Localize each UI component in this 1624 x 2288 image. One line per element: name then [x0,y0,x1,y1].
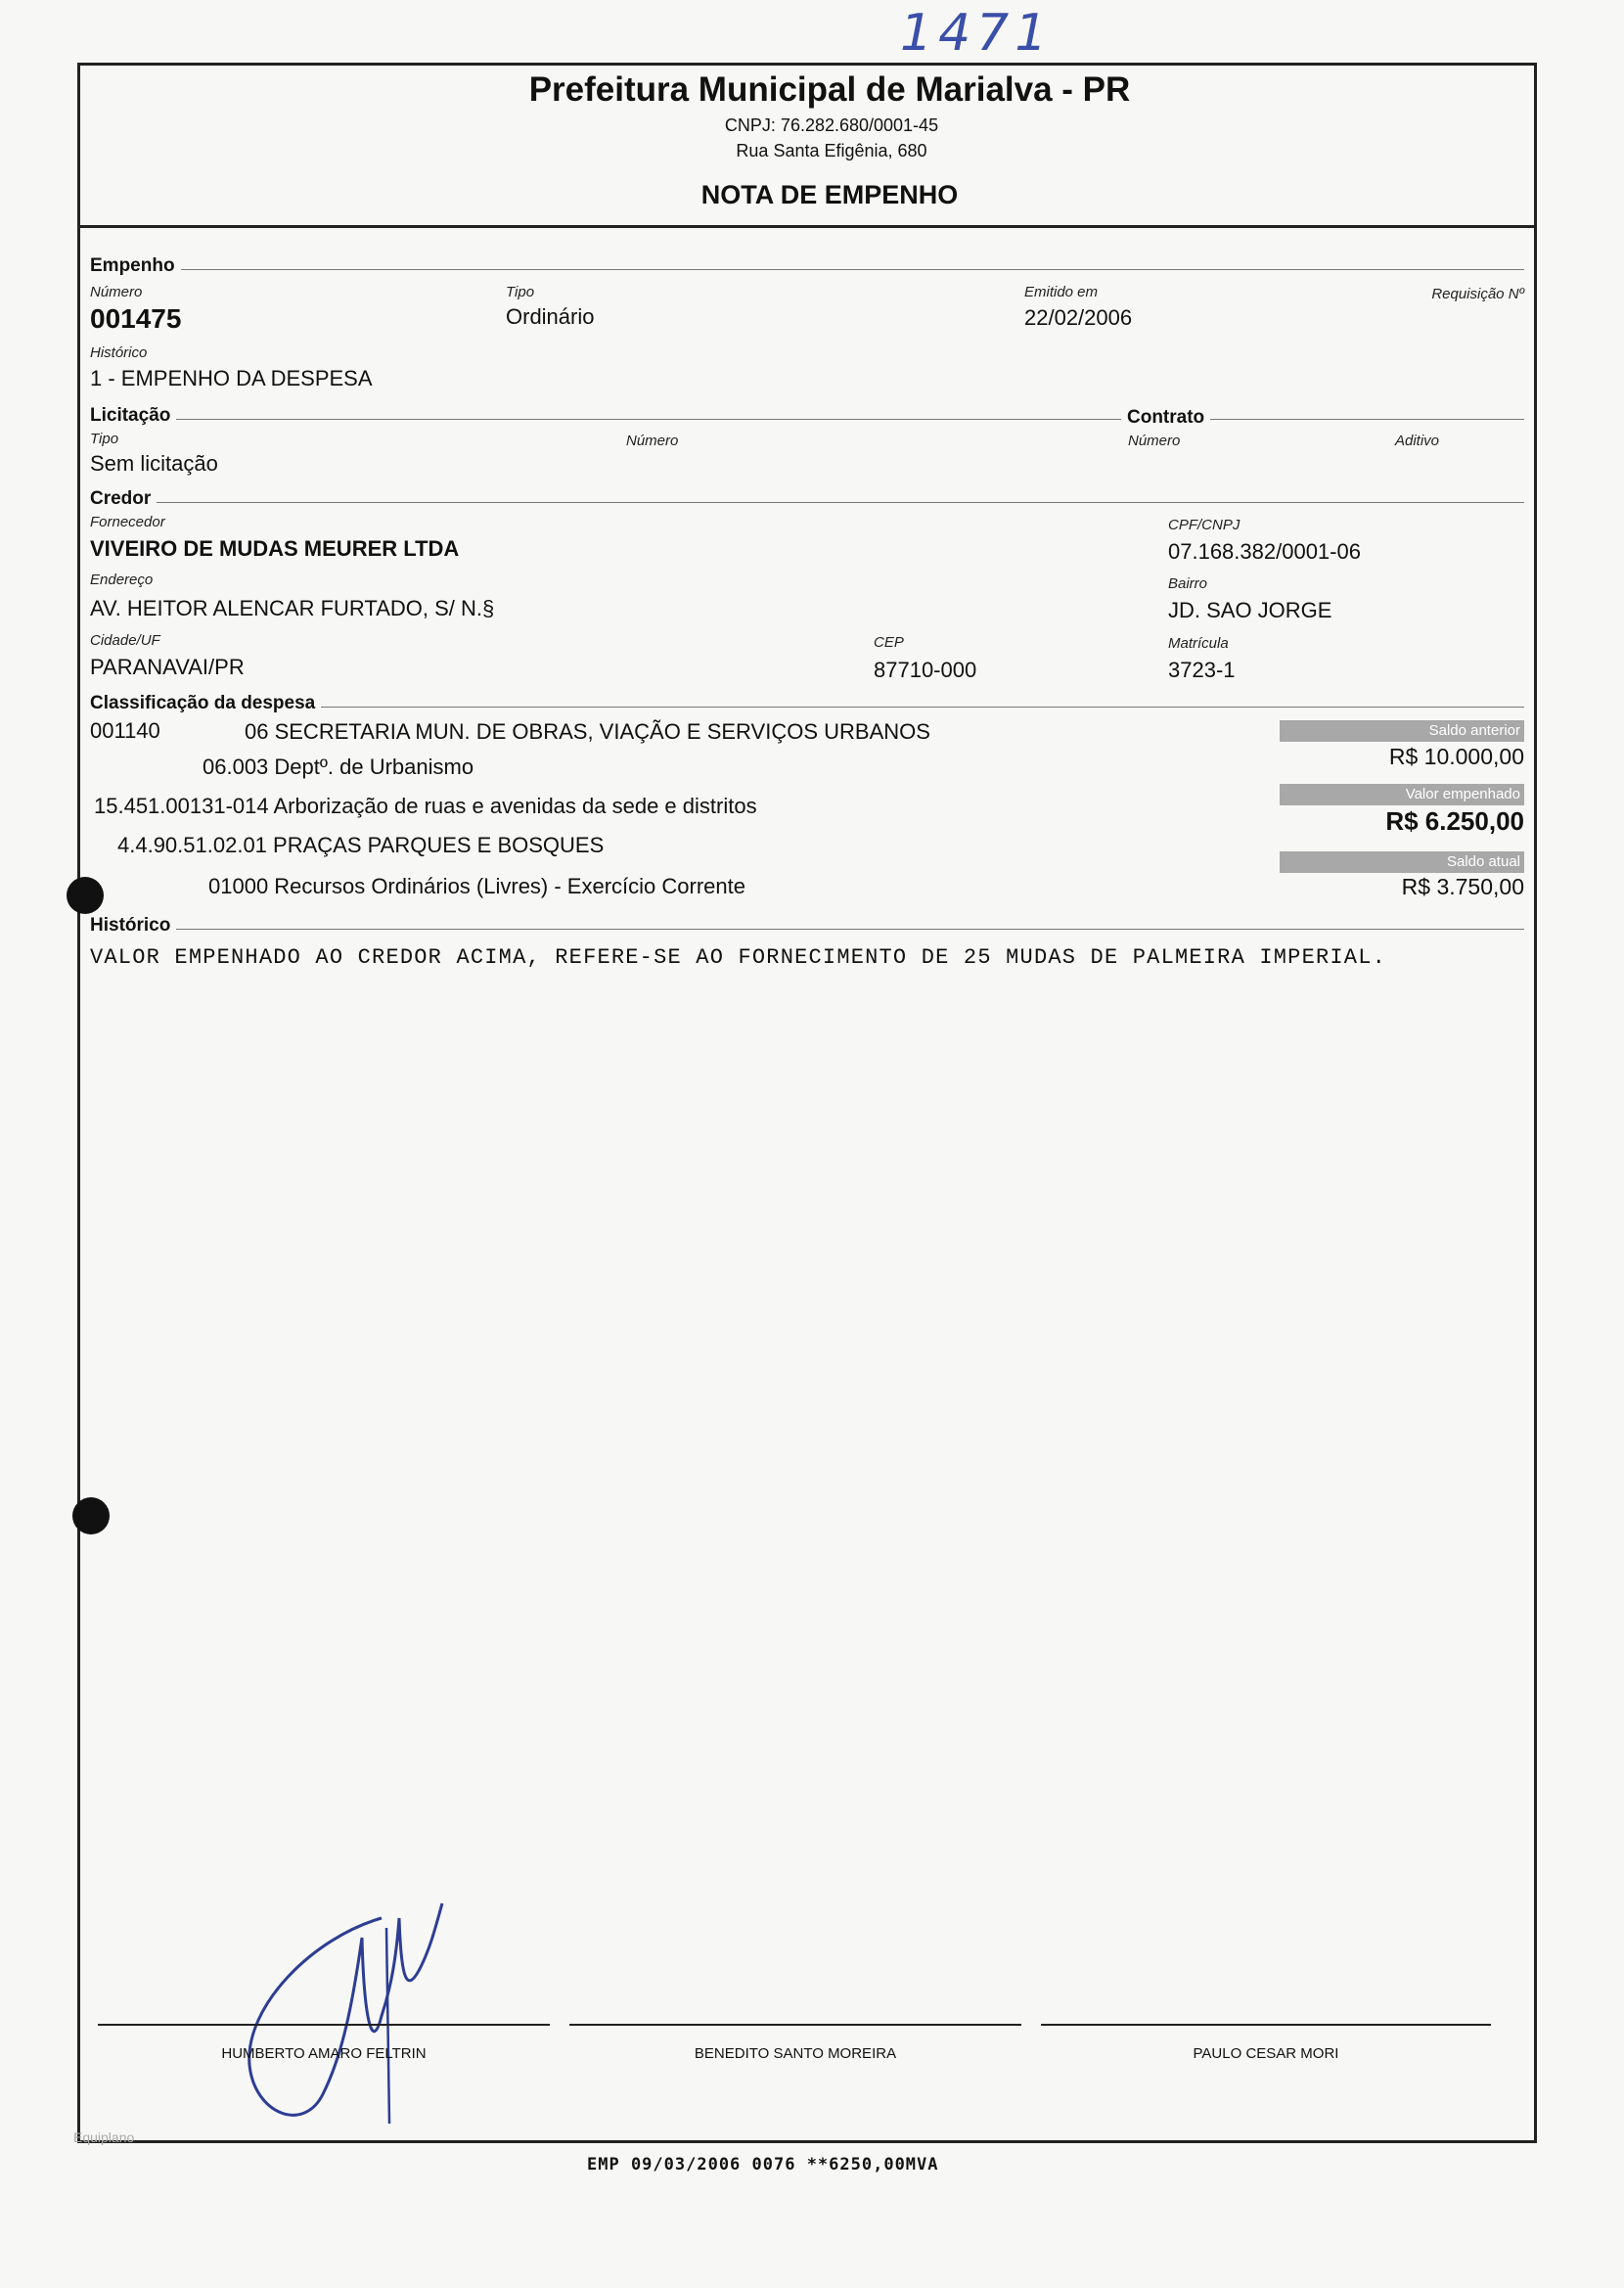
section-empenho: Empenho [90,255,181,277]
empenho-tipo: Ordinário [506,304,595,329]
cnpj-value: 07.168.382/0001-06 [1168,539,1361,564]
signature-line-1 [98,2024,550,2026]
empenho-historico: 1 - EMPENHO DA DESPESA [90,366,373,390]
licitacao-numero-label: Número [626,433,679,449]
section-classificacao: Classificação da despesa [90,693,321,714]
empenho-numero: 001475 [90,303,182,334]
endereco-label: Endereço [90,572,154,588]
signatory-2: BENEDITO SANTO MOREIRA [694,2045,897,2062]
bank-stamp: EMP 09/03/2006 0076 **6250,00MVA [587,2155,939,2174]
requisicao-label: Requisição Nº [1431,286,1524,302]
classificacao-departamento: 06.003 Deptº. de Urbanismo [203,755,474,779]
classificacao-elemento: 4.4.90.51.02.01 PRAÇAS PARQUES E BOSQUES [117,833,605,857]
cidade-label: Cidade/UF [90,632,160,649]
punch-hole-bottom [72,1497,110,1534]
bairro-label: Bairro [1168,575,1208,592]
valor-empenhado-label: Valor empenhado [1280,784,1524,805]
contrato-aditivo-label: Aditivo [1395,433,1440,449]
credor-rule [90,502,1524,503]
header-divider [77,225,1537,228]
classificacao-secretaria: 06 SECRETARIA MUN. DE OBRAS, VIAÇÃO E SERVIÇOS URBANOS [245,719,930,744]
cep-value: 87710-000 [874,658,977,682]
classificacao-code: 001140 [90,718,160,743]
matricula-label: Matrícula [1168,635,1229,652]
licitacao-tipo: Sem licitação [90,451,218,476]
page-number-handwritten: 1471 [900,4,1054,63]
contrato-numero-label: Número [1128,433,1181,449]
signatory-3: PAULO CESAR MORI [1193,2045,1339,2062]
fornecedor-name: VIVEIRO DE MUDAS MEURER LTDA [90,536,460,561]
licitacao-tipo-label: Tipo [90,431,119,447]
section-licitacao: Licitação [90,405,176,427]
document-title: NOTA DE EMPENHO [700,180,959,209]
saldo-atual-label: Saldo atual [1280,851,1524,873]
software-watermark: Equiplano [73,2129,135,2145]
header-cnpj: CNPJ: 76.282.680/0001-45 [724,115,939,135]
classificacao-programa: 15.451.00131-014 Arborização de ruas e avenidas da sede e distritos [94,794,757,818]
empenho-emitido-label: Emitido em [1024,284,1099,300]
saldo-anterior-value: R$ 10.000,00 [1388,744,1524,769]
empenho-historico-label: Histórico [90,344,148,361]
section-historico: Histórico [90,915,176,937]
empenho-numero-label: Número [90,284,143,300]
signature-line-3 [1041,2024,1491,2026]
section-contrato: Contrato [1121,407,1210,429]
historico-rule [90,929,1524,930]
empenho-emitido: 22/02/2006 [1024,305,1133,330]
signature-line-2 [569,2024,1021,2026]
empenho-tipo-label: Tipo [506,284,535,300]
saldo-atual-value: R$ 3.750,00 [1401,874,1524,899]
header-address: Rua Santa Efigênia, 680 [736,141,927,160]
historico-text: VALOR EMPENHADO AO CREDOR ACIMA, REFERE-SE AO FORNECIMENTO DE 25 MUDAS DE PALMEIRA IMPERIAL. [90,945,1386,970]
cep-label: CEP [874,634,904,651]
valor-empenhado-value: R$ 6.250,00 [1385,806,1524,836]
bairro-value: JD. SAO JORGE [1168,598,1332,622]
matricula-value: 3723-1 [1168,658,1236,682]
empenho-rule [90,269,1524,270]
licitacao-rule [90,419,1524,420]
cnpj-label: CPF/CNPJ [1168,517,1241,533]
fornecedor-label: Fornecedor [90,514,165,530]
cidade-value: PARANAVAI/PR [90,655,245,679]
endereco-value: AV. HEITOR ALENCAR FURTADO, S/ N.§ [90,596,495,620]
saldo-anterior-label: Saldo anterior [1280,720,1524,742]
header-title: Prefeitura Municipal de Marialva - PR [528,70,1131,109]
section-credor: Credor [90,488,157,510]
classificacao-recurso: 01000 Recursos Ordinários (Livres) - Exercício Corrente [208,874,745,898]
punch-hole-top [67,877,104,914]
signatory-1: HUMBERTO AMARO FELTRIN [221,2045,427,2062]
handwritten-signature [225,1899,479,2153]
